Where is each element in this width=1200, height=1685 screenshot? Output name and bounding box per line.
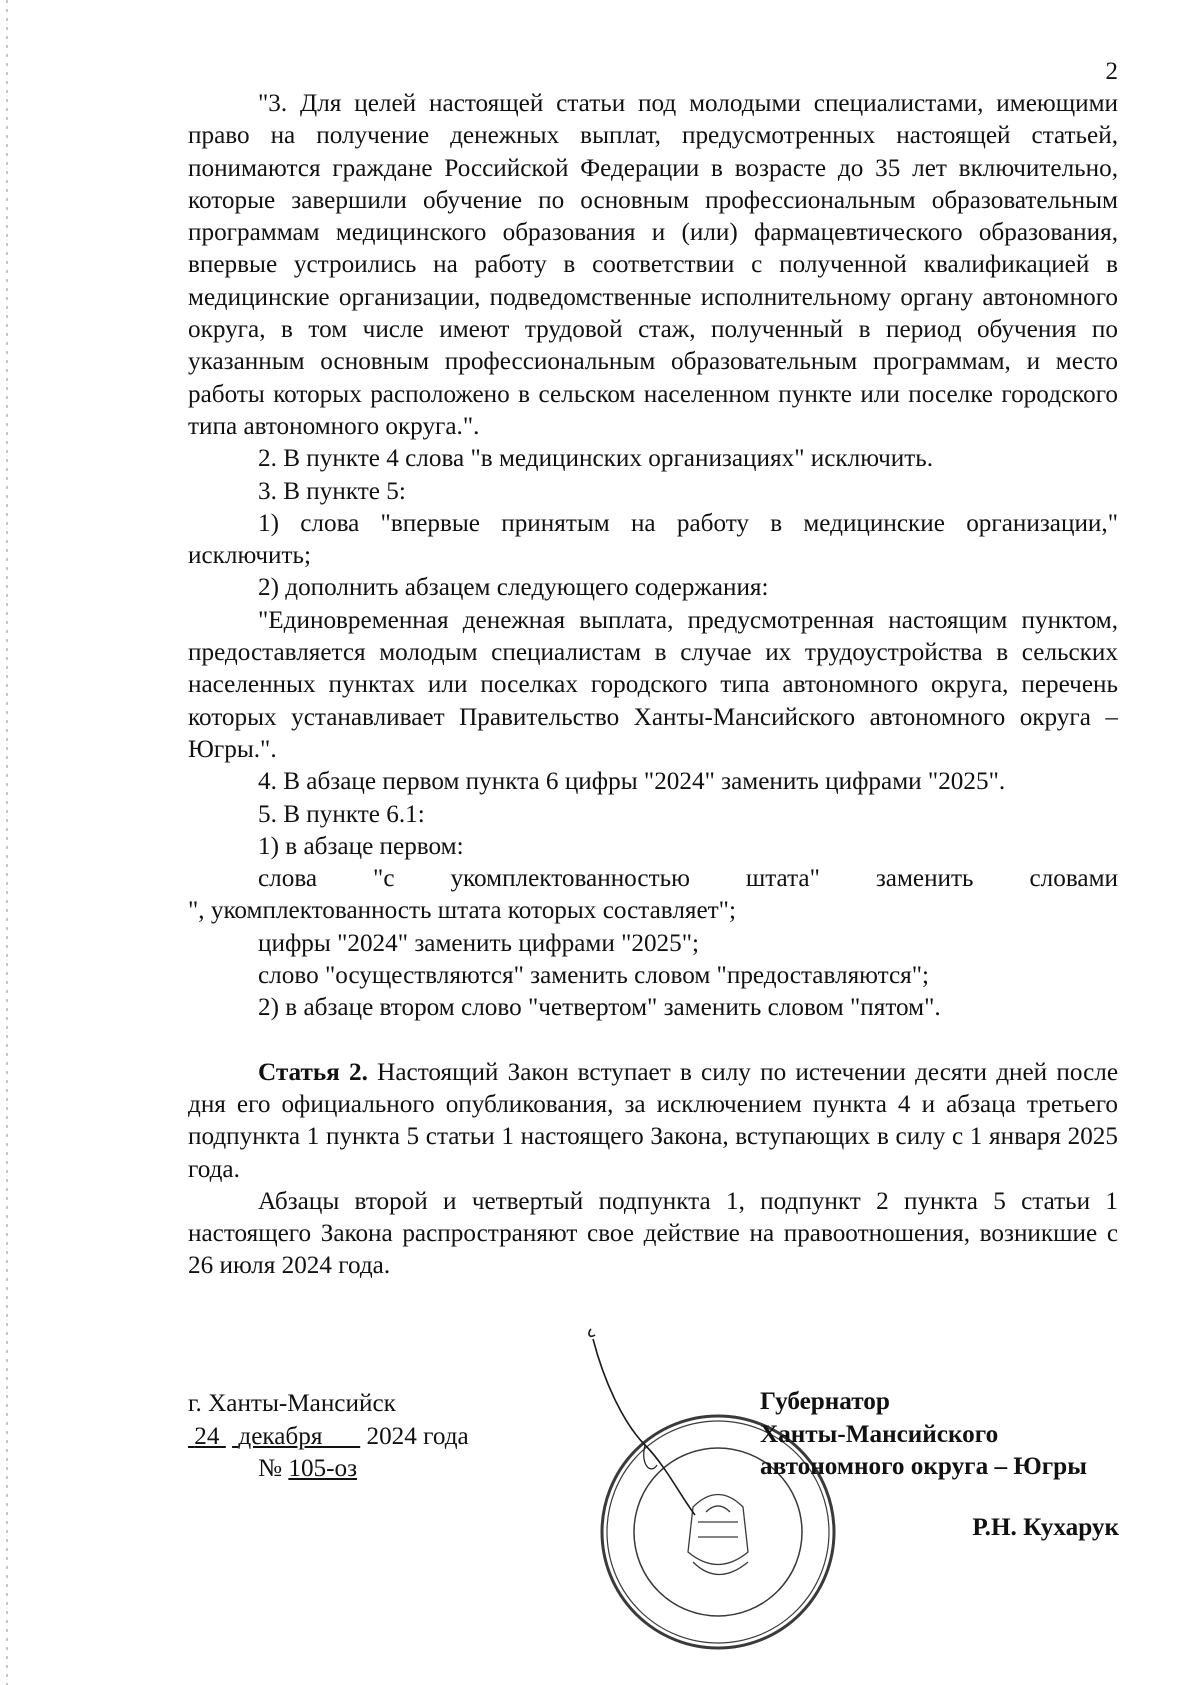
governor-line-3: автономного округа – Югры <box>760 1453 1087 1480</box>
governor-title-block <box>760 1386 1087 1484</box>
article-2-heading: Статья 2. <box>258 1058 368 1086</box>
paragraph-word-replace: слово "осуществляются" заменить словом "предоставляются"; <box>258 962 930 990</box>
date-day: 24 <box>194 1422 220 1450</box>
date-year: 2024 года <box>366 1422 469 1450</box>
page-number: 2 <box>1105 58 1118 85</box>
paragraph-point-4: 4. В абзаце первом пункта 6 цифры "2024" заменить цифрами "2025". <box>258 768 1006 796</box>
law-number-line <box>188 1453 469 1486</box>
place-city: г. Ханты-Мансийск <box>188 1390 396 1417</box>
place-date-block <box>188 1388 469 1486</box>
law-number: 105-оз <box>288 1455 358 1482</box>
law-number-prefix: № <box>258 1455 283 1482</box>
paragraph-words-replace-cont: ", укомплектованность штата которых составляет"; <box>188 897 736 925</box>
paragraph-words-replace: слова "с укомплектованностью штата" заменить словами <box>258 865 1118 893</box>
signature-icon <box>585 1325 715 1625</box>
article-2-text: Настоящий Закон вступает в силу по истечении десяти дней после дня его официального опубликования, за исключением пункта 4 и абзаца третьего подпункта 1 пункта 5 статьи 1 настоящего Закона, вступающих в силу с 1 января 2025 года. <box>188 1058 1118 1183</box>
paragraph-subpoint-2: 2) дополнить абзацем следующего содержания: <box>258 574 769 602</box>
date-month: декабря <box>238 1422 323 1450</box>
article-2 <box>188 1057 1118 1186</box>
paragraph-subpoint-1: 1) слова "впервые принятым на работу в медицинские организации," исключить; <box>188 509 1118 570</box>
paragraph-quoted-addition: "Единовременная денежная выплата, предусмотренная настоящим пунктом, предоставляется молодым специалистам в случае их трудоустройства в сельских населенных пунктах или поселках городского типа автономного округа, перечень которых устанавливает Правительство Ханты-Мансийского автономного округа – Югры.". <box>188 606 1118 763</box>
document-body <box>188 88 1118 1283</box>
paragraph-digits-replace: цифры "2024" заменить цифрами "2025"; <box>258 929 700 957</box>
paragraph-point-5-sub-1: 1) в абзаце первом: <box>258 832 464 860</box>
paragraph-point-2: 2. В пункте 4 слова "в медицинских организациях" исключить. <box>258 445 934 473</box>
scan-edge-artifact <box>6 0 8 1685</box>
paragraph-point-5-sub-2: 2) в абзаце втором слово "четвертом" заменить словом "пятом". <box>258 994 941 1022</box>
date-line <box>188 1421 469 1454</box>
paragraph-point-3: 3. В пункте 5: <box>258 477 406 505</box>
governor-line-1: Губернатор <box>760 1388 890 1415</box>
paragraph-item-3-definition: "3. Для целей настоящей статьи под молодыми специалистами, имеющими право на получение денежных выплат, предусмотренных настоящей статьей, понимаются граждане Российской Федерации в возрасте до 35 лет включительно, которые завершили обучение по основным профессиональным образовательным программам медицинского образования и (или) фармацевтического образования, впервые устроились на работу в соответствии с полученной квалификацией в медицинские организации, подведомственные исполнительному органу автономного округа, в том числе имеют трудовой стаж, полученный в период обучения по указанным основным профессиональным образовательным программам, и место работы которых расположено в сельском населенном пункте или поселке городского типа автономного округа.". <box>188 90 1118 440</box>
article-2-paragraph-2: Абзацы второй и четвертый подпункта 1, подпункт 2 пункта 5 статьи 1 настоящего Закона распространяют свое действие на правоотношения, возникшие с 26 июля 2024 года. <box>188 1187 1118 1280</box>
signer-name: Р.Н. Кухарук <box>972 1514 1119 1541</box>
paragraph-point-5: 5. В пункте 6.1: <box>258 800 425 828</box>
governor-line-2: Ханты-Мансийского <box>760 1420 999 1448</box>
